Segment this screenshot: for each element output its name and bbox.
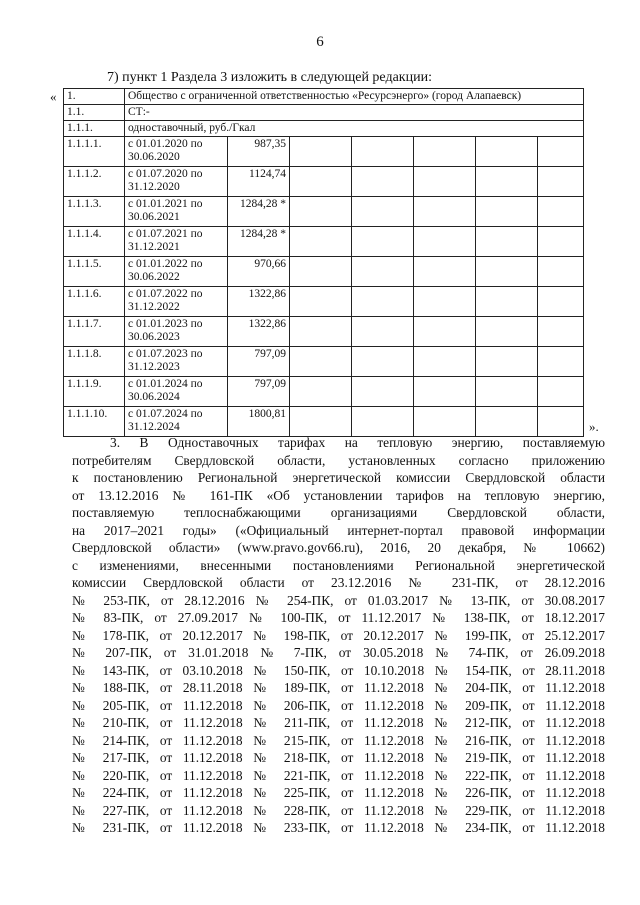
empty-cell	[476, 227, 538, 257]
body-line: № 143-ПК, от 03.10.2018 № 150-ПК, от 10.10.2018 № 154-ПК, от 28.11.2018	[72, 662, 605, 678]
row-number: 1.1.1.5.	[64, 257, 125, 287]
empty-cell	[476, 137, 538, 167]
empty-cell	[538, 167, 584, 197]
page-number: 6	[316, 34, 324, 50]
period-end: 31.12.2023	[128, 361, 180, 373]
empty-cell	[290, 257, 352, 287]
body-line: № 231-ПК, от 11.12.2018 № 233-ПК, от 11.12.2018 № 234-ПК, от 11.12.2018	[72, 820, 605, 835]
body-line: 3. В Одноставочных тарифах на тепловую энергию, поставляемую	[110, 435, 605, 450]
table-row	[64, 407, 584, 437]
empty-cell	[538, 287, 584, 317]
period-cell	[125, 317, 228, 347]
organization-name: Общество с ограниченной ответственностью «Ресурсэнерго» (город Алапаевск)	[125, 89, 584, 105]
period-start: с 01.07.2022 по	[128, 288, 203, 300]
row-number: 1.1.1.10.	[64, 407, 125, 437]
empty-cell	[414, 257, 476, 287]
table-row	[64, 287, 584, 317]
empty-cell	[414, 317, 476, 347]
body-line: № 210-ПК, от 11.12.2018 № 211-ПК, от 11.12.2018 № 212-ПК, от 11.12.2018	[72, 715, 605, 730]
table-row	[64, 197, 584, 227]
period-end: 31.12.2024	[128, 421, 180, 433]
empty-cell	[414, 227, 476, 257]
empty-cell	[352, 407, 414, 437]
row-number: 1.1.1.4.	[64, 227, 125, 257]
period-start: с 01.01.2020 по	[128, 138, 203, 150]
tariff-table-body	[64, 89, 584, 437]
empty-cell	[414, 377, 476, 407]
period-end: 30.06.2022	[128, 271, 180, 283]
empty-cell	[352, 317, 414, 347]
empty-cell	[476, 377, 538, 407]
empty-cell	[290, 287, 352, 317]
period-start: с 01.07.2023 по	[128, 348, 203, 360]
period-end: 30.06.2024	[128, 391, 180, 403]
body-line: № 205-ПК, от 11.12.2018 № 206-ПК, от 11.12.2018 № 209-ПК, от 11.12.2018	[72, 697, 605, 713]
empty-cell	[538, 197, 584, 227]
tariff-value: 1284,28 *	[228, 227, 290, 257]
empty-cell	[290, 227, 352, 257]
period-end: 31.12.2020	[128, 181, 180, 193]
empty-cell	[538, 257, 584, 287]
empty-cell	[538, 347, 584, 377]
body-line: № 207-ПК, от 31.01.2018 № 7-ПК, от 30.05.2018 № 74-ПК, от 26.09.2018	[72, 645, 605, 660]
period-end: 30.06.2020	[128, 151, 180, 163]
empty-cell	[414, 347, 476, 377]
empty-cell	[352, 287, 414, 317]
empty-cell	[476, 317, 538, 347]
body-line: № 188-ПК, от 28.11.2018 № 189-ПК, от 11.12.2018 № 204-ПК, от 11.12.2018	[72, 680, 605, 695]
table-row	[64, 317, 584, 347]
period-cell	[125, 197, 228, 227]
tariff-value: 1322,86	[228, 317, 290, 347]
empty-cell	[352, 167, 414, 197]
row-number: 1.1.1.2.	[64, 167, 125, 197]
period-cell	[125, 347, 228, 377]
empty-cell	[476, 287, 538, 317]
tariff-value: 1322,86	[228, 287, 290, 317]
empty-cell	[476, 407, 538, 437]
empty-cell	[476, 347, 538, 377]
table-row	[64, 347, 584, 377]
row-number: 1.1.	[64, 105, 125, 121]
row-number: 1.1.1.1.	[64, 137, 125, 167]
period-start: с 01.07.2021 по	[128, 228, 203, 240]
empty-cell	[290, 317, 352, 347]
body-line: комиссии Свердловской области от 23.12.2016 № 231-ПК, от 28.12.2016	[72, 575, 605, 590]
row-number: 1.1.1.9.	[64, 377, 125, 407]
table-row	[64, 167, 584, 197]
body-line: № 178-ПК, от 20.12.2017 № 198-ПК, от 20.12.2017 № 199-ПК, от 25.12.2017	[72, 627, 605, 643]
row-number: 1.1.1.6.	[64, 287, 125, 317]
empty-cell	[352, 227, 414, 257]
body-line: № 227-ПК, от 11.12.2018 № 228-ПК, от 11.12.2018 № 229-ПК, от 11.12.2018	[72, 802, 605, 818]
period-cell	[125, 227, 228, 257]
empty-cell	[290, 197, 352, 227]
body-line: поставляемую теплоснабжающими организациями Свердловской области,	[72, 505, 605, 520]
table-row	[64, 377, 584, 407]
period-start: с 01.01.2021 по	[128, 198, 203, 210]
tariff-value: 1284,28 *	[228, 197, 290, 227]
period-cell	[125, 287, 228, 317]
tariff-type: одноставочный, руб./Гкал	[125, 121, 584, 137]
empty-cell	[414, 137, 476, 167]
empty-cell	[414, 167, 476, 197]
empty-cell	[352, 137, 414, 167]
period-start: с 01.01.2024 по	[128, 378, 203, 390]
table-row	[64, 89, 584, 105]
empty-cell	[538, 377, 584, 407]
empty-cell	[290, 347, 352, 377]
empty-cell	[290, 377, 352, 407]
period-start: с 01.07.2020 по	[128, 168, 203, 180]
tariff-value: 1800,81	[228, 407, 290, 437]
body-line: № 253-ПК, от 28.12.2016 № 254-ПК, от 01.03.2017 № 13-ПК, от 30.08.2017	[72, 592, 605, 608]
body-text	[72, 434, 605, 837]
tariff-value: 1124,74	[228, 167, 290, 197]
tariff-value: 797,09	[228, 377, 290, 407]
period-cell	[125, 167, 228, 197]
empty-cell	[414, 287, 476, 317]
table-row	[64, 121, 584, 137]
empty-cell	[352, 257, 414, 287]
period-end: 31.12.2021	[128, 241, 180, 253]
period-end: 30.06.2023	[128, 331, 180, 343]
period-cell	[125, 257, 228, 287]
tariff-value: 987,35	[228, 137, 290, 167]
body-line: № 220-ПК, от 11.12.2018 № 221-ПК, от 11.12.2018 № 222-ПК, от 11.12.2018	[72, 767, 605, 783]
empty-cell	[476, 257, 538, 287]
period-end: 30.06.2021	[128, 211, 180, 223]
empty-cell	[538, 407, 584, 437]
empty-cell	[476, 167, 538, 197]
row-number: 1.1.1.8.	[64, 347, 125, 377]
period-start: с 01.01.2023 по	[128, 318, 203, 330]
empty-cell	[352, 377, 414, 407]
empty-cell	[352, 347, 414, 377]
row-number: 1.1.1.7.	[64, 317, 125, 347]
body-line: № 224-ПК, от 11.12.2018 № 225-ПК, от 11.12.2018 № 226-ПК, от 11.12.2018	[72, 785, 605, 800]
row-number: 1.1.1.3.	[64, 197, 125, 227]
empty-cell	[352, 197, 414, 227]
table-row	[64, 257, 584, 287]
empty-cell	[290, 137, 352, 167]
table-row	[64, 105, 584, 121]
body-line: № 217-ПК, от 11.12.2018 № 218-ПК, от 11.12.2018 № 219-ПК, от 11.12.2018	[72, 750, 605, 765]
table-row	[64, 227, 584, 257]
table-row	[64, 137, 584, 167]
intro-line: 7) пункт 1 Раздела 3 изложить в следующей редакции:	[107, 70, 432, 85]
period-start: с 01.01.2022 по	[128, 258, 203, 270]
empty-cell	[538, 137, 584, 167]
tariff-value: 797,09	[228, 347, 290, 377]
period-cell	[125, 137, 228, 167]
empty-cell	[538, 317, 584, 347]
quote-open: «	[50, 89, 57, 104]
body-line: на 2017–2021 годы» («Официальный интернет-портал правовой информации	[72, 522, 605, 538]
empty-cell	[414, 197, 476, 227]
body-line: потребителям Свердловской области, установленных согласно приложению	[72, 452, 605, 468]
empty-cell	[414, 407, 476, 437]
row-number: 1.	[64, 89, 125, 105]
body-line: к постановлению Региональной энергетической комиссии Свердловской области	[72, 470, 605, 485]
tariff-value: 970,66	[228, 257, 290, 287]
empty-cell	[290, 167, 352, 197]
period-cell	[125, 407, 228, 437]
period-cell	[125, 377, 228, 407]
empty-cell	[538, 227, 584, 257]
row-number: 1.1.1.	[64, 121, 125, 137]
quote-close: ».	[589, 419, 599, 434]
body-line: № 214-ПК, от 11.12.2018 № 215-ПК, от 11.12.2018 № 216-ПК, от 11.12.2018	[72, 732, 605, 748]
period-end: 31.12.2022	[128, 301, 180, 313]
system-label: СТ:-	[125, 105, 584, 121]
body-line: Свердловской области» (www.pravo.gov66.ru), 2016, 20 декабря, № 10662)	[72, 540, 605, 555]
body-line: с изменениями, внесенными постановлениями Региональной энергетической	[72, 557, 605, 573]
empty-cell	[290, 407, 352, 437]
tariff-table	[63, 88, 584, 437]
body-line: от 13.12.2016 № 161-ПК «Об установлении тарифов на тепловую энергию,	[72, 487, 605, 503]
empty-cell	[476, 197, 538, 227]
period-start: с 01.07.2024 по	[128, 408, 203, 420]
body-line: № 83-ПК, от 27.09.2017 № 100-ПК, от 11.12.2017 № 138-ПК, от 18.12.2017	[72, 610, 605, 625]
